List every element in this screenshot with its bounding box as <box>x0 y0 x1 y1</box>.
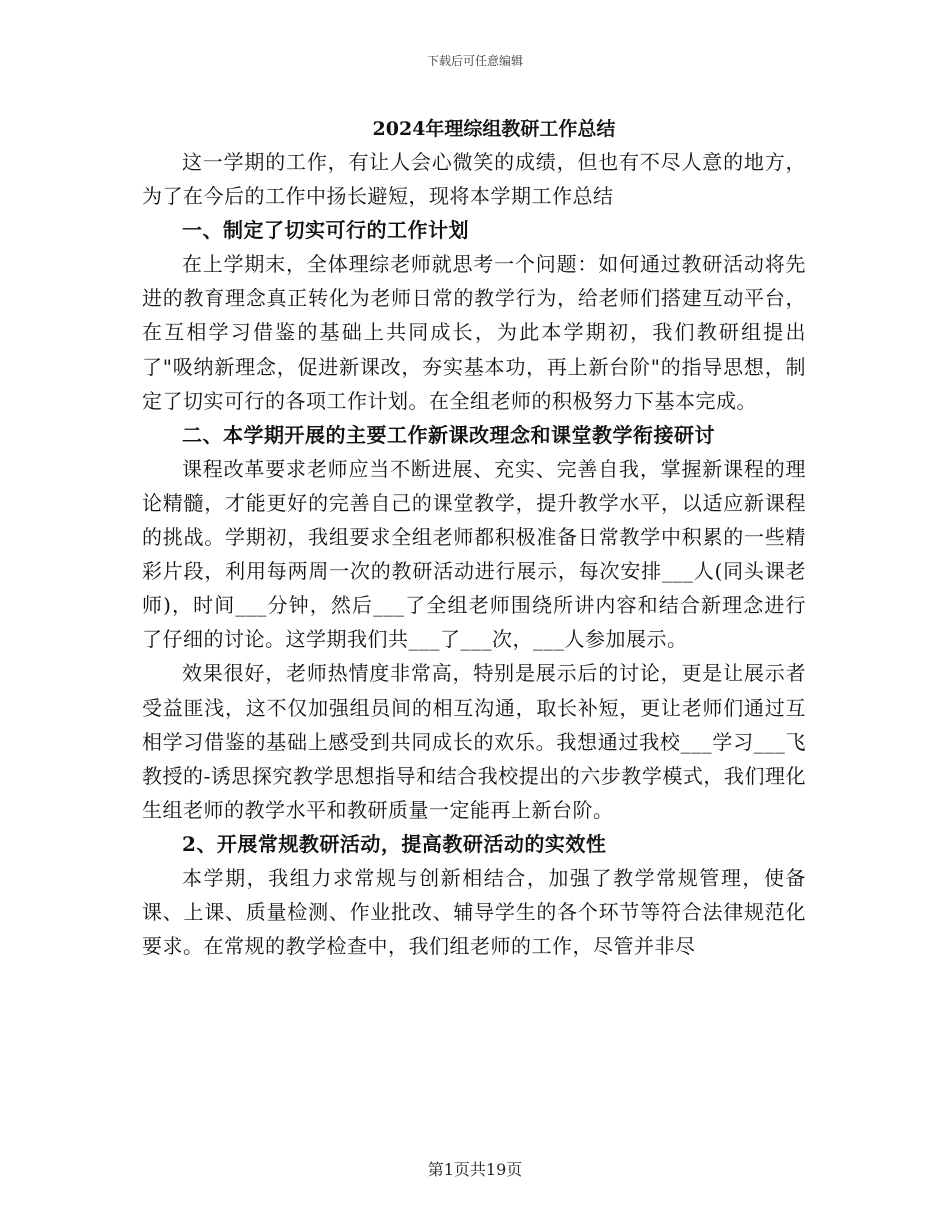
section-heading-2: 二、本学期开展的主要工作新课改理念和课堂教学衔接研讨 <box>182 422 715 447</box>
paragraph-plan: 在上学期末，全体理综老师就思考一个问题：如何通过教研活动将先进的教育理念真正转化为老师日常的教学行为，给老师们搭建互动平台，在互相学习借鉴的基础上共同成长，为此本学期初，我们教研组提出了"吸纳新理念，促进新课改，夯实基本功，再上新台阶"的指导思想，制定了切实可行的各项工作计划。在全组老师的积极努力下基本完成。 <box>142 252 806 413</box>
section-heading-3: 2、开展常规教研活动，提高教研活动的实效性 <box>182 831 607 856</box>
page-header: 下载后可任意编辑 <box>426 54 523 68</box>
section-heading-1: 一、制定了切实可行的工作计划 <box>182 218 469 243</box>
document-body <box>142 113 806 963</box>
paragraph-effect: 效果很好，老师热情度非常高，特别是展示后的讨论，更是让展示者受益匪浅，这不仅加强组员间的相互沟通，取长补短，更让老师们通过互相学习借鉴的基础上感受到共同成长的欢乐。我想通过我校___学习___飞教授的-诱思探究教学思想指导和结合我校提出的六步教学模式，我们理化生组老师的教学水平和教研质量一定能再上新台阶。 <box>142 661 806 822</box>
page-footer: 第1页共19页 <box>427 1160 523 1179</box>
paragraph-intro: 这一学期的工作，有让人会心微笑的成绩，但也有不尽人意的地方，为了在今后的工作中扬长避短，现将本学期工作总结 <box>142 150 806 209</box>
paragraph-reform: 课程改革要求老师应当不断进展、充实、完善自我，掌握新课程的理论精髓，才能更好的完善自己的课堂教学，提升教学水平，以适应新课程的挑战。学期初，我组要求全组老师都积极准备日常教学中积累的一些精彩片段，利用每两周一次的教研活动进行展示，每次安排___人(同头课老师)，时间___分钟，然后___了全组老师围绕所讲内容和结合新理念进行了仔细的讨论。这学期我们共___了___次，___人参加展示。 <box>142 456 806 652</box>
paragraph-routine: 本学期，我组力求常规与创新相结合，加强了教学常规管理，使备课、上课、质量检测、作业批改、辅导学生的各个环节等符合法律规范化要求。在常规的教学检查中，我们组老师的工作，尽管并非尽 <box>142 865 806 959</box>
document-title: 2024年理综组教研工作总结 <box>372 118 616 140</box>
